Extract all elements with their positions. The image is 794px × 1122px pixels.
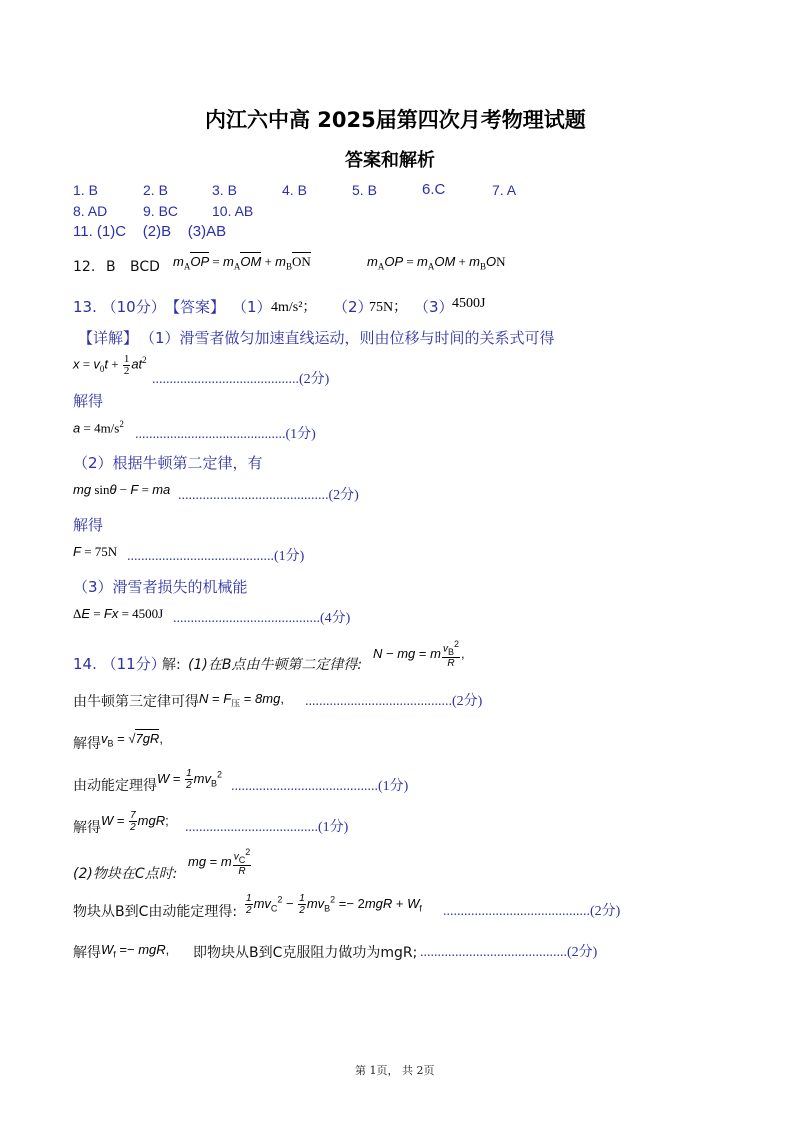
answer-2: 2. B <box>143 182 168 198</box>
q13-step-1-score: ..........................................(2分) <box>152 372 330 387</box>
page-subtitle: 答案和解析 <box>345 150 435 171</box>
q13-step-3-score: ...........................................(2分) <box>178 488 359 503</box>
answer-7: 7. A <box>492 182 517 198</box>
q13-answer-tag: 【答案】 <box>165 298 226 316</box>
q13-step-2-equation: $a = 4m/s^2$ <box>73 419 124 436</box>
q13-step-1-equation: $x = v_0t$ + $\frac{1}{2}$ $at^2$ <box>73 353 147 377</box>
q13-solve-2: 解得 <box>73 516 104 534</box>
q14-line-5-score: ......................................(1分) <box>185 820 349 835</box>
q14-line-2-text: 由牛顿第三定律可得 <box>73 694 199 710</box>
q14-label: 14. （11分） <box>73 655 166 673</box>
q14-line-7-equation: $\frac{1}{2}$ $mv_C^2$ − $\frac{1}{2}$ $mv_B^2 =- 2mgR + W_f$ <box>246 893 422 916</box>
q13-part-1-label: （1） <box>232 298 272 316</box>
answer-6: 6.C <box>422 181 446 198</box>
q14-line-4-equation: W = $\frac{1}{2}$ $mv_B^2$ <box>157 768 223 791</box>
q14-line-6-text: (2)物块在C点时: <box>73 866 178 882</box>
q14-solution-prefix: 解: <box>162 657 181 673</box>
answer-8: 8. AD <box>73 203 108 219</box>
answer-1: 1. B <box>73 182 98 198</box>
q14-line-3-text: 解得 <box>73 736 101 752</box>
q14-line-8-text: 解得 <box>73 945 101 961</box>
q12-answer-2: BCD <box>130 259 160 275</box>
answer-5: 5. B <box>352 182 377 198</box>
answer-10: 10. AB <box>212 203 254 219</box>
q14-line-8-text-2: 即物块从B到C克服阻力做功为mgR; <box>193 945 418 961</box>
q12-equation-2: $m_AOP = m_AOM + m_BON$ <box>367 254 506 272</box>
q13-part-3-value: 4500J <box>452 296 486 311</box>
q12-equation-1: $m_AOP = m_AOM + m_BON$ <box>173 254 311 272</box>
q13-step-2-score: ...........................................(1分) <box>135 427 316 442</box>
q14-line-6-equation: mg = m $\frac{v_C^2}{R}$ <box>188 847 251 877</box>
q14-line-4-text: 由动能定理得 <box>73 778 157 794</box>
q13-detail-tag: 【详解】 <box>78 329 139 347</box>
q14-line-7-score: ..........................................(2分) <box>443 904 621 919</box>
q13-step-4-score: ..........................................(1分) <box>127 549 305 564</box>
answer-4: 4. B <box>282 182 307 198</box>
q14-line-5-equation: W = $\frac{7}{2}$ mgR; <box>101 810 169 833</box>
q13-step-5-score: ..........................................(4分) <box>173 611 351 626</box>
q12-label: 12. <box>73 259 96 275</box>
q13-step-1-text: （1）滑雪者做匀加速直线运动，则由位移与时间的关系式可得 <box>140 329 555 347</box>
answer-9: 9. BC <box>143 203 179 219</box>
q14-line-8-equation: $W_f$ =− mgR, <box>101 942 170 960</box>
answer-11: 11. (1)C (2)B (3)AB <box>73 223 227 240</box>
q12-answer-1: B <box>106 259 116 275</box>
q13-part-2-value: 75N； <box>369 300 408 315</box>
q13-step-3-equation: mg sinθ − F = ma <box>73 482 171 497</box>
q13-step-5-text: （3）滑雪者损失的机械能 <box>73 578 248 596</box>
q14-line-1-equation: N − mg = m $\frac{v_B^2}{R}$ , <box>373 639 465 669</box>
q14-line-4-score: ..........................................(1分) <box>231 779 409 794</box>
q13-part-3-label: （3） <box>414 298 454 316</box>
q13-solve-1: 解得 <box>73 392 104 410</box>
q14-line-2-score: ..........................................(2分) <box>305 694 483 709</box>
q13-part-2-label: （2） <box>333 298 373 316</box>
q14-line-7-text: 物块从B到C由动能定理得: <box>73 904 238 920</box>
q14-line-5-text: 解得 <box>73 820 101 836</box>
q14-line-8-score: ..........................................(2分) <box>420 945 598 960</box>
q14-line-2-equation: $N = F_压 = 8mg$, <box>199 691 284 710</box>
q13-step-4-equation: F = 75N <box>73 544 118 559</box>
answer-3: 3. B <box>212 182 237 198</box>
q13-step-5-equation: ΔE = Fx = 4500J <box>73 606 164 621</box>
page-title: 内江六中高 2025届第四次月考物理试题 <box>205 108 586 132</box>
q14-line-1-text: (1)在B点由牛顿第二定律得: <box>188 657 363 673</box>
q14-line-3-equation: $v_B = √7gR$, <box>101 731 163 749</box>
q13-label: 13. （10分） <box>73 298 166 316</box>
q13-part-1-value: 4m/s²； <box>271 300 317 315</box>
page-number: 第 1页， 共 2页 <box>355 1064 435 1077</box>
q13-step-3-text: （2）根据牛顿第二定律，有 <box>73 454 263 472</box>
